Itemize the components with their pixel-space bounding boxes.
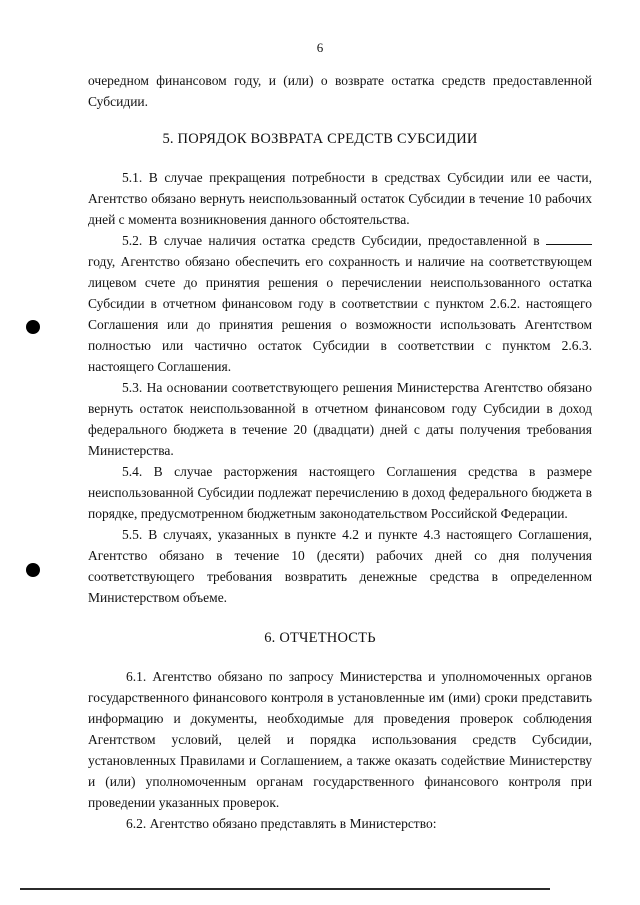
paragraph-6-2: 6.2. Агентство обязано представлять в Министерство:	[126, 816, 437, 831]
intro-paragraph-block	[88, 70, 592, 112]
paragraph-5-3: 5.3. На основании соответствующего решения Министерства Агентство обязано вернуть остаток неиспользованной в отчетном финансовом году Субсидии в доход федерального бюджета в течение 20 (двадцати) дней с даты получения требования Министерства.	[88, 380, 592, 458]
paragraph-5-2-start: 5.2. В случае наличия остатка средств Субсидии, предоставленной в	[122, 233, 540, 248]
paragraph-5-1: 5.1. В случае прекращения потребности в средствах Субсидии или ее части, Агентство обязано вернуть неиспользованный остаток Субсидии в течение 10 рабочих дней с момента возникновения данного обстоятельства.	[88, 170, 592, 227]
paragraph-5-5: 5.5. В случаях, указанных в пункте 4.2 и пункте 4.3 настоящего Соглашения, Агентство обязано в течение 10 (десяти) рабочих дней со дня получения соответствующего требования возвратить денежные средства в определенном Министерством объеме.	[88, 527, 592, 605]
paragraph-5-2-rest: году, Агентство обязано обеспечить его сохранность и наличие на соответствующем лицевом счете до принятия решения о перечислении неиспользованного остатка Субсидии в отчетном финансовом году в соответствии с пунктом 2.6.2. настоящего Соглашения или до принятия решения о возможности использовать Агентством полностью или частично остаток Субсидии в соответствии с пунктом 2.6.3. настоящего Соглашения.	[88, 254, 592, 374]
paragraph-5-4: 5.4. В случае расторжения настоящего Соглашения средства в размере неиспользованной Субсидии подлежат перечислению в доход федерального бюджета в порядке, предусмотренном бюджетным законодательством Российской Федерации.	[88, 464, 592, 521]
punch-hole-top	[26, 320, 40, 334]
paragraph-5-2	[88, 230, 592, 377]
section-5-title: 5. ПОРЯДОК ВОЗВРАТА СРЕДСТВ СУБСИДИИ	[162, 131, 478, 147]
page-number: 6	[316, 40, 324, 55]
section-5-body	[88, 167, 592, 608]
punch-hole-bottom	[26, 563, 40, 577]
paragraph-6-1: 6.1. Агентство обязано по запросу Министерства и уполномоченных органов государственного финансового контроля в установленные им (ими) сроки представить информацию и документы, необходимые для проведения проверок соблюдения Агентством условий, целей и порядка использования средств Субсидии, установленных Правилами и Соглашением, а также оказать содействие Министерству и (или) уполномоченным органам государственного финансового контроля при проведении указанных проверок.	[88, 669, 592, 810]
scan-edge-line	[20, 888, 550, 890]
section-6-title: 6. ОТЧЕТНОСТЬ	[264, 630, 376, 646]
year-blank-field	[546, 232, 592, 245]
section-6-body	[88, 666, 592, 834]
intro-paragraph: очередном финансовом году, и (или) о возврате остатка средств предоставленной Субсидии.	[88, 73, 592, 109]
